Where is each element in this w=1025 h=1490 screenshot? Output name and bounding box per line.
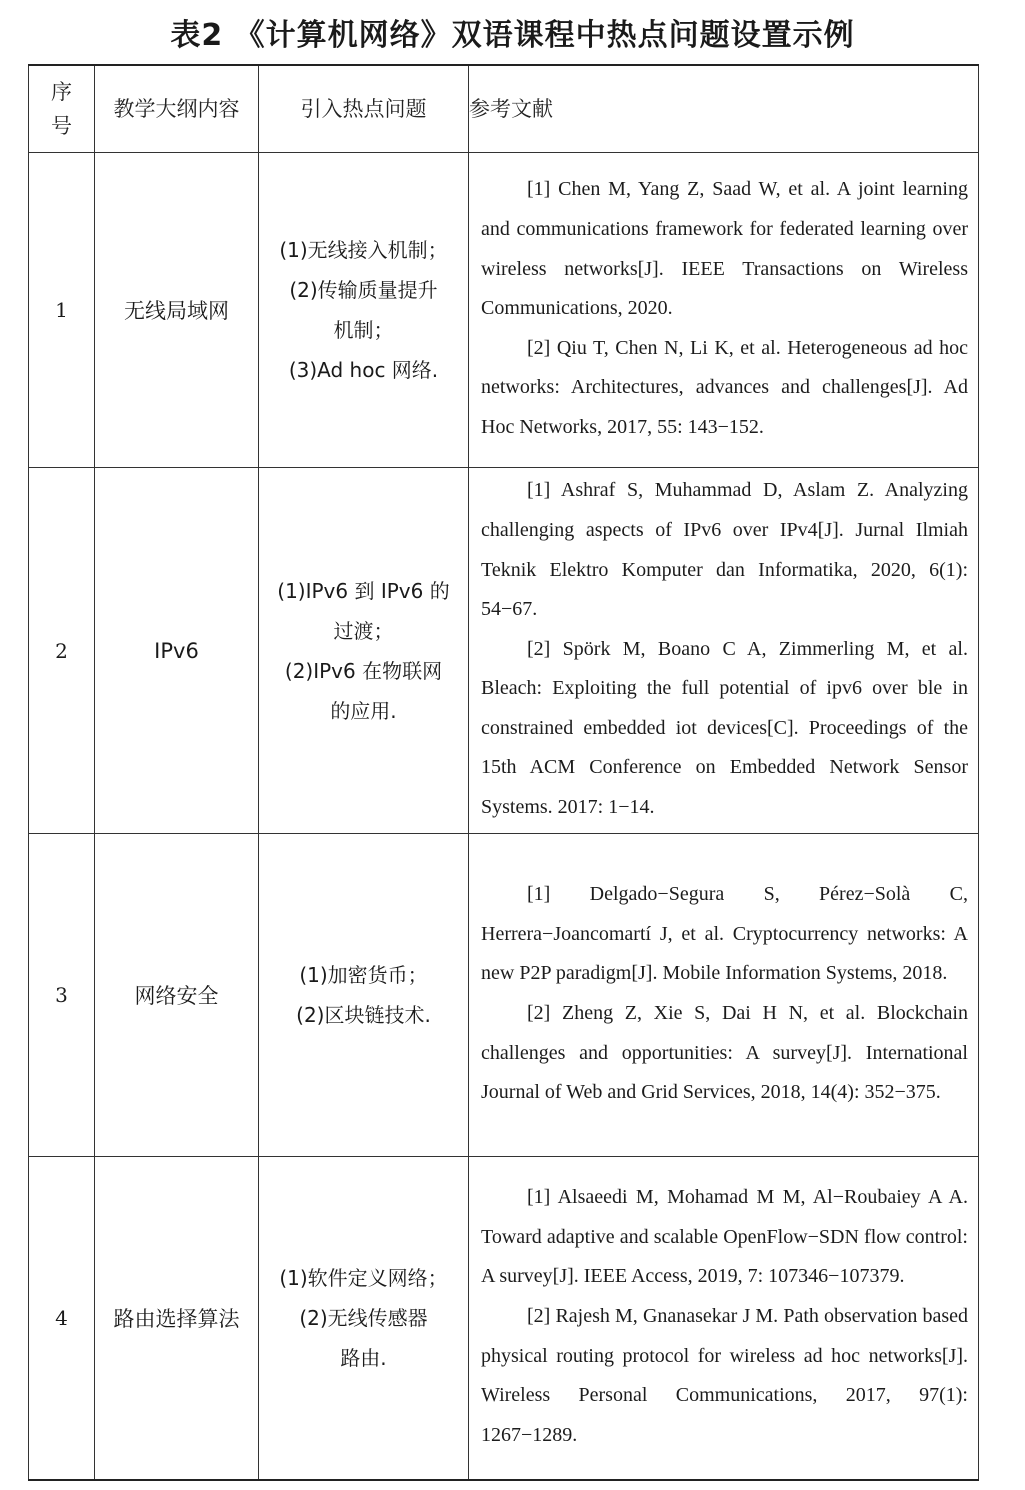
table-title: 表2 《计算机网络》双语课程中热点问题设置示例 bbox=[170, 18, 855, 53]
reference-entry: [1] Chen M, Yang Z, Saad W, et al. A joint learning and communications framework for federated learning over wireless networks[J]. IEEE Transactions on Wireless Communications, 2020. bbox=[481, 178, 968, 320]
header-ref-label: 参考文献 bbox=[469, 97, 553, 121]
references-cell bbox=[469, 468, 979, 834]
hot-topic-line: 机制； bbox=[333, 318, 394, 342]
hot-topic-line: (2)传输质量提升 bbox=[289, 278, 438, 302]
hot-topics-cell bbox=[259, 153, 469, 468]
syllabus-topic: 路由选择算法 bbox=[95, 1157, 259, 1480]
header-topic-label: 教学大纲内容 bbox=[113, 97, 240, 121]
hot-topic-line: (2)区块链技术. bbox=[296, 1003, 431, 1027]
hot-topic-line: (2)无线传感器 bbox=[299, 1305, 428, 1330]
reference-entry: [2] Rajesh M, Gnanasekar J M. Path observation based physical routing protocol for wireless ad hoc networks[J]. Wireless Personal Communications, 2017, 97(1): 1267−1289. bbox=[481, 1304, 968, 1446]
references-cell bbox=[469, 153, 979, 468]
row-number: 2 bbox=[29, 468, 95, 834]
table-row bbox=[29, 1157, 979, 1480]
header-cell-topic bbox=[95, 65, 259, 153]
hot-topic-line: 的应用. bbox=[330, 698, 397, 723]
table-row bbox=[29, 468, 979, 834]
syllabus-topic: 无线局域网 bbox=[95, 153, 259, 468]
hot-topic-line: (1)IPv6 到 IPv6 的 bbox=[277, 578, 450, 603]
header-cell-no bbox=[29, 65, 95, 153]
header-cell-ref bbox=[469, 65, 979, 153]
hot-topics-cell bbox=[259, 834, 469, 1157]
table-row bbox=[29, 153, 979, 468]
row-number: 1 bbox=[29, 153, 95, 468]
header-no-label: 序号 bbox=[51, 80, 72, 138]
reference-entry: [2] Zheng Z, Xie S, Dai H N, et al. Blockchain challenges and opportunities: A survey[J]. International Journal of Web and Grid Services, 2018, 14(4): 352−375. bbox=[481, 1002, 968, 1104]
header-hot-label: 引入热点问题 bbox=[300, 97, 427, 121]
hot-topics-cell bbox=[259, 468, 469, 834]
hot-topic-line: (3)Ad hoc 网络. bbox=[288, 358, 439, 382]
references-cell bbox=[469, 1157, 979, 1480]
reference-entry: [2] Spörk M, Boano C A, Zimmerling M, et al. Bleach: Exploiting the full potential of ipv6 over ble in constrained embedded iot devices[C]. Proceedings of the 15th ACM Conference on Embedded Network Sensor Systems. 2017: 1−14. bbox=[481, 637, 968, 819]
syllabus-topic: 网络安全 bbox=[95, 834, 259, 1157]
hot-topic-line: (1)加密货币； bbox=[299, 963, 428, 987]
references-cell bbox=[469, 834, 979, 1157]
reference-entry: [1] Delgado−Segura S, Pérez−Solà C, Herrera−Joancomartí J, et al. Cryptocurrency networks: A new P2P paradigm[J]. Mobile Information Systems, 2018. bbox=[481, 883, 968, 985]
table-row bbox=[29, 834, 979, 1157]
hot-topic-line: 路由. bbox=[340, 1345, 387, 1370]
reference-entry: [2] Qiu T, Chen N, Li K, et al. Heterogeneous ad hoc networks: Architectures, advances and challenges[J]. Ad Hoc Networks, 2017, 55: 143−152. bbox=[481, 336, 968, 438]
hot-topic-line: (2)IPv6 在物联网 bbox=[284, 658, 443, 683]
table-header-row bbox=[29, 65, 979, 153]
syllabus-topic: IPv6 bbox=[95, 468, 259, 834]
reference-entry: [1] Alsaeedi M, Mohamad M M, Al−Roubaiey A A. Toward adaptive and scalable OpenFlow−SDN flow control: A survey[J]. IEEE Access, 2019, 7: 107346−107379. bbox=[481, 1186, 968, 1288]
reference-entry: [1] Ashraf S, Muhammad D, Aslam Z. Analyzing challenging aspects of IPv6 over IPv4[J]. Jurnal Ilmiah Teknik Elektro Komputer dan Informatika, 2020, 6(1): 54−67. bbox=[481, 479, 968, 621]
hot-topic-line: (1)软件定义网络； bbox=[279, 1265, 448, 1290]
hot-topic-line: 过渡； bbox=[333, 618, 394, 643]
row-number: 4 bbox=[29, 1157, 95, 1480]
hotspot-table bbox=[28, 64, 979, 1481]
row-number: 3 bbox=[29, 834, 95, 1157]
hot-topics-cell bbox=[259, 1157, 469, 1480]
hot-topic-line: (1)无线接入机制； bbox=[279, 238, 448, 262]
header-cell-hot bbox=[259, 65, 469, 153]
